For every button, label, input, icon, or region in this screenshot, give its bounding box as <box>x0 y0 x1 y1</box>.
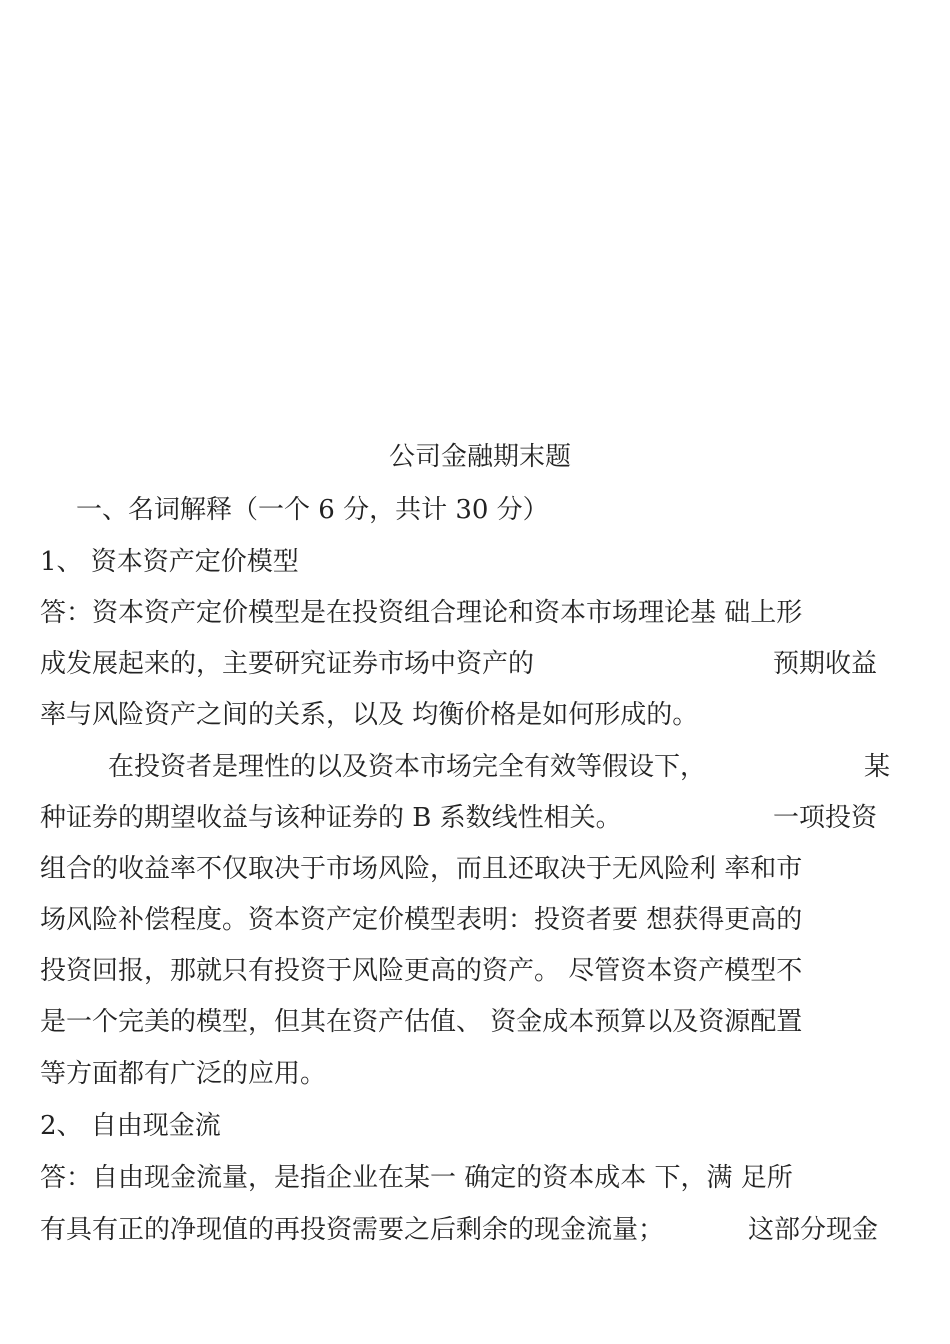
document-title: 公司金融期末题 <box>388 442 571 472</box>
item-1-paragraph-line: 答：资本资产定价模型是在投资组合理论和资本市场理论基 础上形 <box>40 598 803 628</box>
item-2-heading: 2、 自由现金流 <box>40 1111 221 1141</box>
section-heading: 一、名词解释（一个 6 分，共计 30 分） <box>76 495 549 525</box>
item-2-paragraph-fragment: 这部分现金 <box>748 1215 879 1245</box>
item-1-paragraph-fragment: 预期收益 <box>773 649 878 679</box>
item-1-paragraph-line: 等方面都有广泛的应用。 <box>40 1059 327 1089</box>
item-1-paragraph-line: 组合的收益率不仅取决于市场风险，而且还取决于无风险利 率和市 <box>40 854 803 884</box>
item-1-paragraph-line: 场风险补偿程度。资本资产定价模型表明：投资者要 想获得更高的 <box>40 905 803 935</box>
item-1-paragraph-line: 在投资者是理性的以及资本市场完全有效等假设下， <box>108 752 707 782</box>
item-2-paragraph-line: 有具有正的净现值的再投资需要之后剩余的现金流量； <box>40 1215 665 1245</box>
item-1-paragraph-fragment: 某 <box>864 752 891 782</box>
item-1-paragraph-line: 是一个完美的模型，但其在资产估值、 资金成本预算以及资源配置 <box>40 1007 803 1037</box>
item-1-paragraph-line: 成发展起来的，主要研究证券市场中资产的 <box>40 649 535 679</box>
item-1-paragraph-fragment: 一项投资 <box>773 803 878 833</box>
item-1-paragraph-line: 种证券的期望收益与该种证券的 B 系数线性相关。 <box>40 803 622 833</box>
item-1-paragraph-line: 率与风险资产之间的关系，以及 均衡价格是如何形成的。 <box>40 700 699 730</box>
item-1-heading: 1、 资本资产定价模型 <box>40 547 299 577</box>
item-2-paragraph-line: 答：自由现金流量，是指企业在某一 确定的资本成本 下，满 足所 <box>40 1163 793 1193</box>
item-1-paragraph-line: 投资回报，那就只有投资于风险更高的资产。 尽管资本资产模型不 <box>40 956 803 986</box>
